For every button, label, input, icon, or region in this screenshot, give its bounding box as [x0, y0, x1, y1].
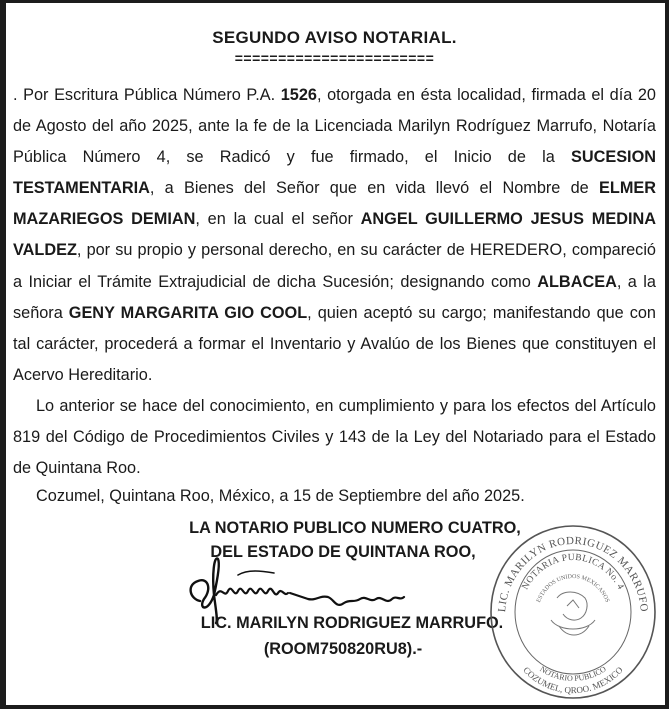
p1-text-3: , a Bienes del Señor que en vida llevó el Nombre de [149, 179, 600, 198]
seal-ring-text: ESTADOS UNIDOS MEXICANOS [536, 573, 610, 604]
place-date: Cozumel, Quintana Roo, México, a 15 de Septiembre del año 2025. [36, 487, 525, 505]
p1-text-1: . Por Escritura Pública Número P.A. [13, 86, 281, 104]
signatory-title-line1: LA NOTARIO PUBLICO NUMERO CUATRO, [189, 519, 521, 537]
p1-text-7: , quien aceptó su cargo; manifestando que con tal carácter, procederá a formar el Inventario y Avalúo de los Bienes que constituyen el Acervo Hereditario. [13, 303, 656, 384]
p1-text-5: , por su propio y personal derecho, en su carácter de HEREDERO, compareció a Iniciar el Trámite Extrajudicial de dicha Sucesión; designando como [13, 241, 656, 291]
seal-inner-text: NOTARIA PUBLICA No. 4 [520, 552, 626, 592]
p1-text-6: , a la señora [13, 272, 656, 322]
heir-name: ANGEL GUILLERMO JESUS MEDINA VALDEZ [13, 210, 656, 260]
succession-type: SUCESION TESTAMENTARIA [13, 148, 656, 198]
p1-text-2: , otorgada en ésta localidad, firmada el día 20 de Agosto del año 2025, ante la fe de la Licenciada Marilyn Rodríguez Marrufo, Notaría Pública Número 4, se Radicó y fue firmado, el Inicio de la [13, 86, 656, 167]
p1-text-4: , en la cual el señor [195, 210, 361, 229]
notice-body [13, 80, 656, 484]
seal-outer-text: LIC. MARILYN RODRIGUEZ MARRUFO [496, 534, 650, 613]
title-underline: ======================= [234, 50, 435, 66]
signatory-title-line2: DEL ESTADO DE QUINTANA ROO, [210, 543, 476, 561]
signatory-rfc: (ROOM750820RU8).- [263, 640, 423, 658]
paragraph-legal-basis: Lo anterior se hace del conocimiento, en cumplimiento y para los efectos del Artículo 819 del Código de Procedimientos Civiles y 143 de la Ley del Notariado para el Estado de Quintana Roo. [13, 396, 656, 478]
deed-number: 1526 [280, 86, 317, 104]
signatory-name: LIC. MARILYN RODRIGUEZ MARRUFO. [200, 614, 504, 632]
paragraph-main [13, 80, 656, 391]
executor-name: GENY MARGARITA GIO COOL [68, 303, 308, 322]
eagle-emblem-icon [551, 592, 595, 635]
deceased-name: ELMER MAZARIEGOS DEMIAN [13, 179, 656, 229]
seal-bottom-text: NOTARIO PUBLICO [538, 664, 608, 683]
seal-bottom-text-2: COZUMEL, QROO. MEXICO [521, 664, 625, 696]
svg-text:ESTADOS UNIDOS MEXICANOS [536, 574, 610, 604]
notice-title: SEGUNDO AVISO NOTARIAL. [212, 28, 457, 47]
executor-role: ALBACEA [537, 272, 617, 291]
notary-seal [487, 520, 659, 700]
